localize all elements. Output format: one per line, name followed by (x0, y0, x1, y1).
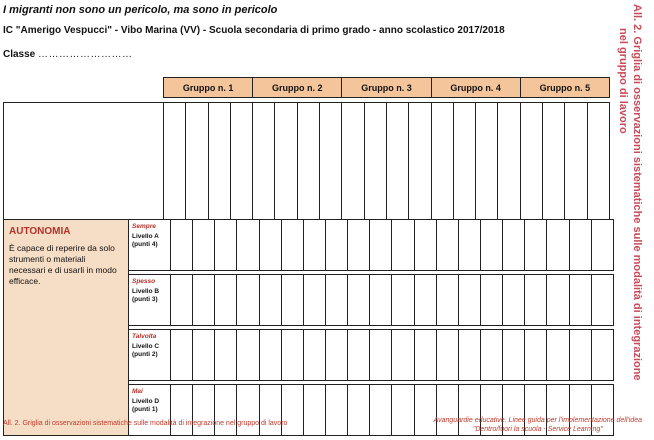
level-label-cell (129, 330, 171, 381)
score-cell[interactable] (370, 220, 392, 271)
level-label-cell (129, 275, 171, 326)
level-points: (punti 2) (132, 351, 158, 358)
group-header-2: Gruppo n. 2 (253, 78, 342, 98)
score-cell[interactable] (348, 330, 370, 381)
classe-dots: ……………………… (38, 49, 133, 60)
score-cell[interactable] (414, 275, 436, 326)
score-cell[interactable] (237, 275, 259, 326)
side-title-line1: All. 2. Griglia di osservazioni sistematiche sulle modalità di integrazione (631, 4, 643, 381)
level-points: (punti 3) (132, 296, 158, 303)
score-cell[interactable] (392, 385, 414, 436)
score-cell[interactable] (237, 220, 259, 271)
score-cell[interactable] (525, 330, 547, 381)
score-cell[interactable] (348, 275, 370, 326)
student-name-cell[interactable] (297, 103, 319, 220)
score-cell[interactable] (193, 220, 215, 271)
classe-field (3, 49, 133, 60)
level-points: (punti 1) (132, 406, 158, 413)
score-cell[interactable] (547, 220, 569, 271)
footer-right-line2: "Dentro/fuori la scuola - Service Learning" (472, 426, 603, 433)
score-cell[interactable] (303, 275, 325, 326)
student-name-cell[interactable] (320, 103, 342, 220)
score-cell[interactable] (591, 330, 613, 381)
score-cell[interactable] (237, 385, 259, 436)
score-cell[interactable] (325, 275, 347, 326)
level-points: (punti 4) (132, 241, 158, 248)
level-name: Livello C (132, 343, 160, 350)
level-frequency: Mai (132, 388, 143, 395)
student-name-cell[interactable] (565, 103, 587, 220)
score-cell[interactable] (458, 330, 480, 381)
student-name-cell[interactable] (453, 103, 475, 220)
score-cell[interactable] (171, 330, 193, 381)
score-cell[interactable] (458, 275, 480, 326)
score-cell[interactable] (480, 330, 502, 381)
level-name: Livello A (132, 233, 159, 240)
grid-corner-cell (4, 78, 164, 98)
score-cell[interactable] (303, 385, 325, 436)
score-cell[interactable] (259, 330, 281, 381)
score-cell[interactable] (503, 220, 525, 271)
score-cell[interactable] (370, 275, 392, 326)
autonomia-heading: AUTONOMIA (9, 226, 71, 237)
score-cell[interactable] (325, 385, 347, 436)
level-row (4, 220, 614, 271)
student-name-cell[interactable] (587, 103, 609, 220)
score-cell[interactable] (171, 385, 193, 436)
score-cell[interactable] (348, 220, 370, 271)
score-cell[interactable] (525, 220, 547, 271)
score-cell[interactable] (392, 330, 414, 381)
score-cell[interactable] (436, 275, 458, 326)
score-cell[interactable] (303, 220, 325, 271)
score-cell[interactable] (503, 275, 525, 326)
score-cell[interactable] (281, 330, 303, 381)
school-info: IC "Amerigo Vespucci" - Vibo Marina (VV) - Scuola secondaria di primo grado - anno scolastico 2017/2018 (3, 25, 505, 36)
score-cell[interactable] (370, 330, 392, 381)
score-cell[interactable] (237, 330, 259, 381)
footer-right (434, 416, 642, 434)
score-cell[interactable] (458, 220, 480, 271)
score-cell[interactable] (281, 385, 303, 436)
score-cell[interactable] (591, 275, 613, 326)
score-cell[interactable] (414, 220, 436, 271)
student-name-cell[interactable] (275, 103, 297, 220)
score-cell[interactable] (525, 275, 547, 326)
student-name-cell[interactable] (230, 103, 252, 220)
criteria-label-cell[interactable] (4, 103, 164, 220)
score-cell[interactable] (325, 330, 347, 381)
score-cell[interactable] (303, 330, 325, 381)
score-cell[interactable] (193, 385, 215, 436)
score-cell[interactable] (348, 385, 370, 436)
score-cell[interactable] (281, 275, 303, 326)
student-name-cell[interactable] (186, 103, 208, 220)
footer-left: All. 2. Griglia di osservazioni sistematiche sulle modalità di integrazione nel gruppo di lavoro (3, 420, 288, 427)
score-cell[interactable] (591, 220, 613, 271)
level-frequency: Talvolta (132, 333, 157, 340)
score-cell[interactable] (436, 330, 458, 381)
group-header-5: Gruppo n. 5 (520, 78, 609, 98)
student-name-cell[interactable] (364, 103, 386, 220)
autonomia-grid (3, 219, 613, 436)
student-name-cell[interactable] (520, 103, 542, 220)
score-cell[interactable] (215, 275, 237, 326)
student-name-cell[interactable] (409, 103, 431, 220)
score-cell[interactable] (547, 275, 569, 326)
score-cell[interactable] (215, 330, 237, 381)
score-cell[interactable] (259, 220, 281, 271)
observation-grid (3, 77, 610, 220)
footer-right-line1: Avanguardie educative. Linee guida per l'implementazione dell'idea (433, 417, 642, 424)
score-cell[interactable] (480, 220, 502, 271)
side-title-line2: nel gruppo di lavoro (617, 28, 629, 134)
level-frequency: Spesso (132, 278, 156, 285)
score-cell[interactable] (414, 330, 436, 381)
score-cell[interactable] (259, 385, 281, 436)
document-title: I migranti non sono un pericolo, ma sono in pericolo (3, 4, 278, 16)
score-cell[interactable] (436, 220, 458, 271)
level-label-cell (129, 220, 171, 271)
level-name: Livello D (132, 398, 160, 405)
student-name-cell[interactable] (386, 103, 408, 220)
score-cell[interactable] (193, 330, 215, 381)
score-cell[interactable] (215, 220, 237, 271)
classe-label: Classe (3, 49, 36, 60)
student-name-cell[interactable] (342, 103, 364, 220)
score-cell[interactable] (392, 220, 414, 271)
score-cell[interactable] (171, 220, 193, 271)
level-name: Livello B (132, 288, 160, 295)
score-cell[interactable] (392, 275, 414, 326)
score-cell[interactable] (547, 330, 569, 381)
group-header-1: Gruppo n. 1 (164, 78, 253, 98)
student-name-cell[interactable] (164, 103, 186, 220)
score-cell[interactable] (480, 275, 502, 326)
score-cell[interactable] (171, 275, 193, 326)
score-cell[interactable] (325, 220, 347, 271)
student-name-cell[interactable] (543, 103, 565, 220)
group-header-4: Gruppo n. 4 (431, 78, 520, 98)
score-cell[interactable] (503, 330, 525, 381)
student-name-cell[interactable] (498, 103, 520, 220)
score-cell[interactable] (569, 220, 591, 271)
autonomia-cell (4, 220, 129, 436)
score-cell[interactable] (569, 330, 591, 381)
group-header-3: Gruppo n. 3 (342, 78, 431, 98)
score-cell[interactable] (259, 275, 281, 326)
score-cell[interactable] (569, 275, 591, 326)
student-name-cell[interactable] (476, 103, 498, 220)
student-name-cell[interactable] (431, 103, 453, 220)
score-cell[interactable] (193, 275, 215, 326)
level-frequency: Sempre (132, 223, 156, 230)
score-cell[interactable] (370, 385, 392, 436)
score-cell[interactable] (215, 385, 237, 436)
score-cell[interactable] (281, 220, 303, 271)
autonomia-description: È capace di reperire da solo strumenti o materiali necessari e di usarli in modo efficace. (9, 243, 117, 286)
student-name-cell[interactable] (208, 103, 230, 220)
level-label-cell (129, 385, 171, 436)
student-name-cell[interactable] (253, 103, 275, 220)
